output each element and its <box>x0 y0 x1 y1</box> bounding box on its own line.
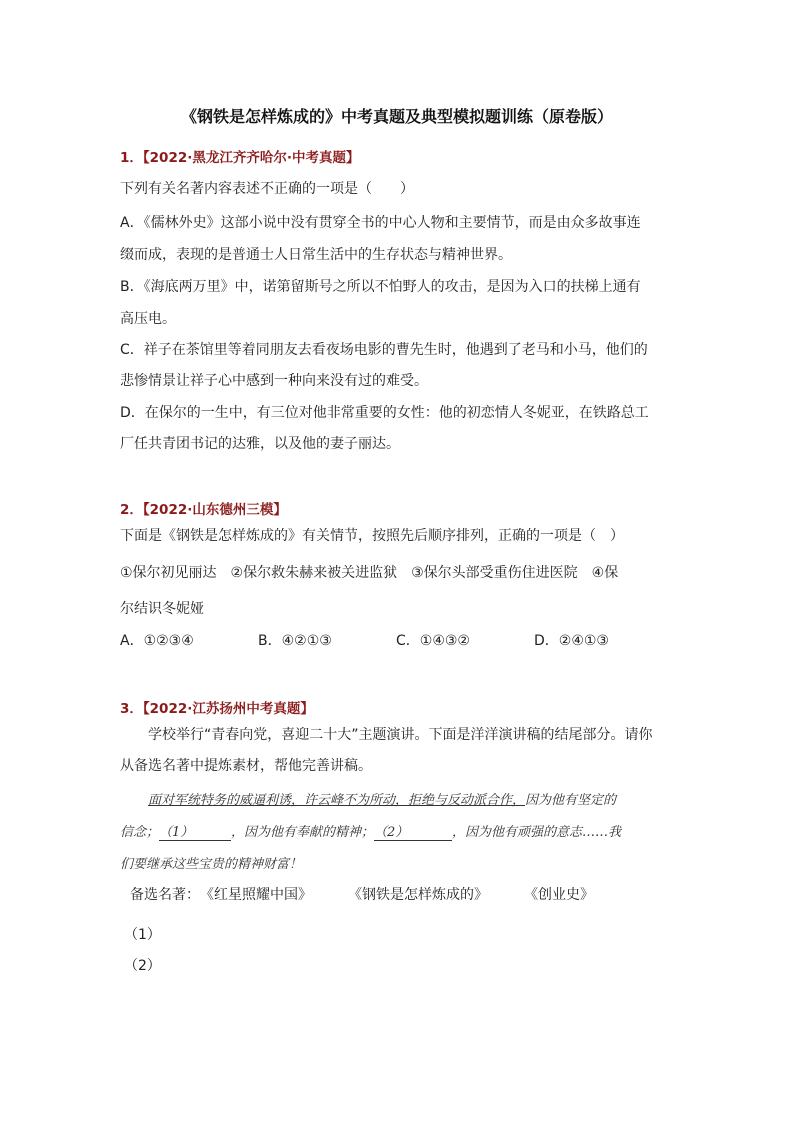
question-2-option-d: D．②④①③ <box>534 633 609 649</box>
question-2-source: 【2022·山东德州三模】 <box>142 502 287 518</box>
speech-blank-2[interactable]: （2） <box>374 821 452 841</box>
speech-text: ，因为他有奉献的精神； <box>231 825 375 840</box>
candidate-book: 《钢铁是怎样炼成的》 <box>348 887 488 903</box>
question-1-option-b-cont: 高压电。 <box>120 311 176 327</box>
speech-text: ，因为他有顽强的意志……我 <box>452 825 622 840</box>
speech-line-1 <box>148 789 680 808</box>
question-2-events: ①保尔初见丽达 ②保尔救朱赫来被关进监狱 ③保尔头部受重伤住进医院 ④保 <box>120 565 619 581</box>
speech-text: 因为他有坚定的 <box>525 793 617 808</box>
question-2-options <box>120 630 680 654</box>
question-2-events-cont: 尔结识冬妮娅 <box>120 601 204 617</box>
question-3-number: 3． <box>120 701 143 717</box>
question-3-stem-cont: 从备选名著中提炼素材，帮他完善讲稿。 <box>120 758 372 774</box>
document-title: 《钢铁是怎样炼成的》中考真题及典型模拟题训练（原卷版） <box>180 107 613 126</box>
answer-line-1[interactable]: （1） <box>124 927 161 943</box>
question-1-number: 1． <box>120 150 143 166</box>
question-3-header <box>120 697 314 717</box>
question-2-number: 2． <box>120 502 143 518</box>
question-1-stem: 下列有关名著内容表述不正确的一项是（ ） <box>120 181 414 197</box>
question-1-option-a: A．《儒林外史》这部小说中没有贯穿全书的中心人物和主要情节，而是由众多故事连 <box>120 215 641 231</box>
speech-blank-1[interactable]: （1） <box>159 821 231 841</box>
question-1-option-b: B．《海底两万里》中，诺第留斯号之所以不怕野人的攻击，是因为入口的扶梯上通有 <box>120 279 641 295</box>
candidate-book: 《红星照耀中国》 <box>200 887 312 903</box>
question-2-option-b: B．④②①③ <box>258 633 332 649</box>
question-1-option-a-cont: 缀而成，表现的是普通士人日常生活中的生存状态与精神世界。 <box>120 247 512 263</box>
candidate-book: 《创业史》 <box>524 887 594 903</box>
question-1-option-d: D．在保尔的一生中，有三位对他非常重要的女性：他的初恋情人冬妮亚，在铁路总工 <box>120 405 649 421</box>
question-1-header <box>120 146 360 166</box>
question-3-source: 【2022·江苏扬州中考真题】 <box>142 701 314 717</box>
answer-line-2[interactable]: （2） <box>124 958 161 974</box>
candidate-books-label: 备选名著： <box>130 887 200 903</box>
speech-line-3: 们要继承这些宝贵的精神财富！ <box>120 857 303 872</box>
candidate-books <box>130 884 594 904</box>
question-1-source: 【2022·黑龙江齐齐哈尔·中考真题】 <box>142 150 360 166</box>
question-2-option-a: A．①②③④ <box>120 633 194 649</box>
speech-text: 信念； <box>120 825 160 840</box>
speech-underlined-text: 面对军统特务的威逼利诱，许云峰不为所动，拒绝与反动派合作， <box>148 793 526 808</box>
question-2-option-c: C．①④③② <box>396 633 470 649</box>
speech-line-2 <box>120 821 680 841</box>
question-2-stem: 下面是《钢铁是怎样炼成的》有关情节，按照先后顺序排列，正确的一项是（ ） <box>120 528 624 544</box>
question-1-option-c: C．祥子在茶馆里等着同朋友去看夜场电影的曹先生时，他遇到了老马和小马，他们的 <box>120 342 648 358</box>
question-1-option-c-cont: 悲惨情景让祥子心中感到一种向来没有过的难受。 <box>120 373 428 389</box>
question-2-header <box>120 498 287 518</box>
question-1-option-d-cont: 厂任共青团书记的达雅，以及他的妻子丽达。 <box>120 436 400 452</box>
question-3-stem: 学校举行“青春向党，喜迎二十大”主题演讲。下面是洋洋演讲稿的结尾部分。请你 <box>148 727 653 743</box>
